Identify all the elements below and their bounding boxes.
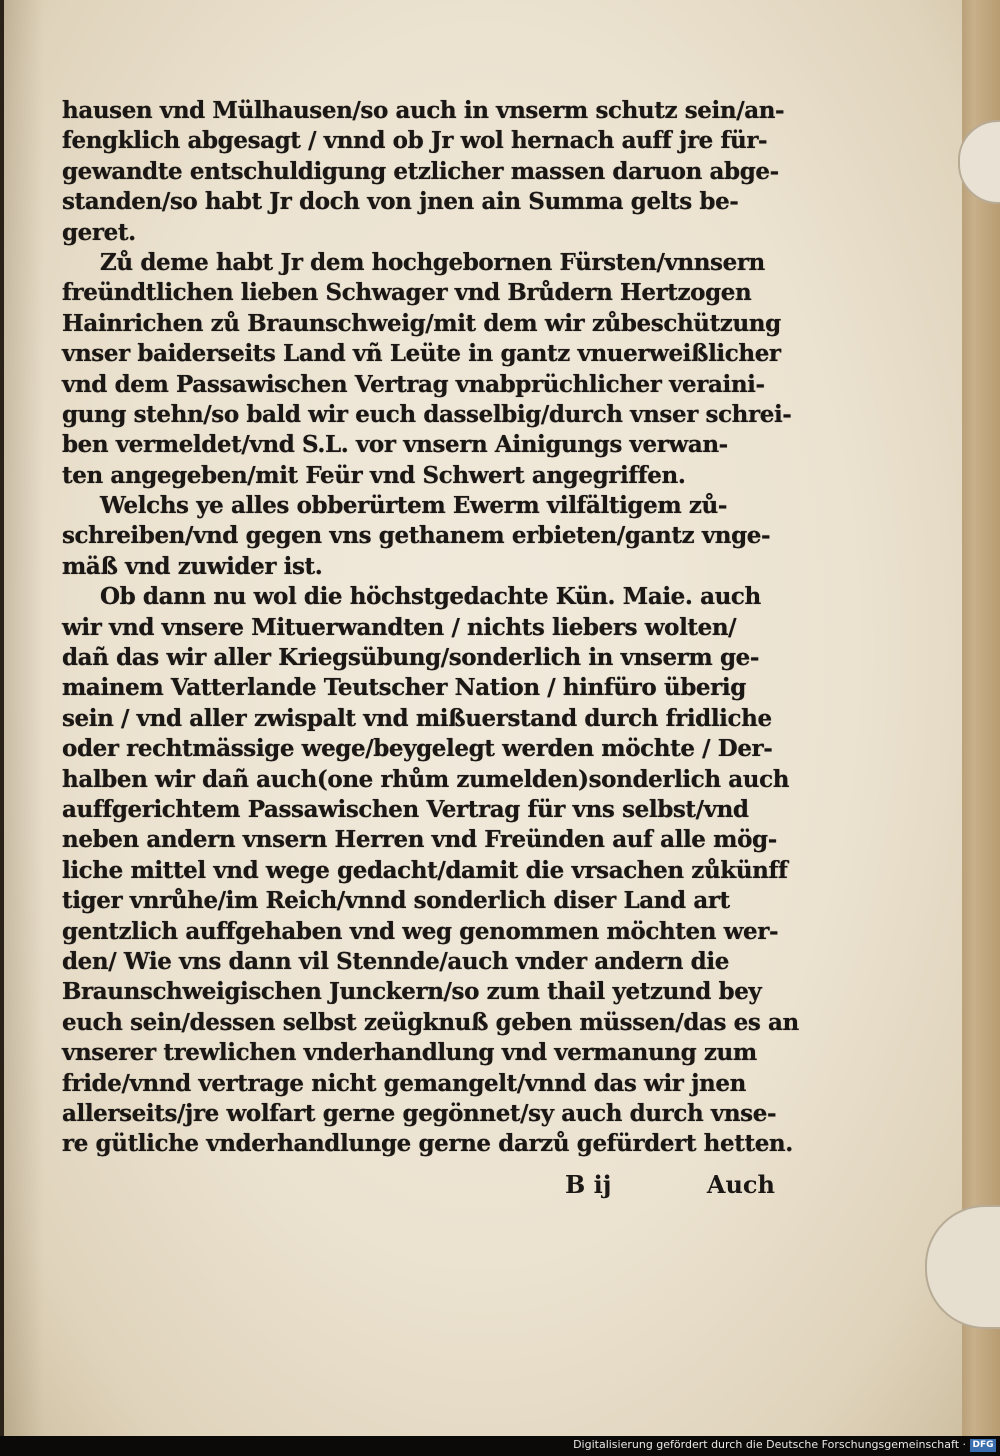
text-line: oder rechtmässige wege/beygelegt werden möchte / Der- xyxy=(62,735,773,763)
text-line: fengklich abgesagt / vnnd ob Jr wol hernach auff jre für- xyxy=(62,127,768,155)
text-line: Ob dann nu wol die höchstgedachte Kün. Maie. auch xyxy=(100,583,761,611)
text-line: standen/so habt Jr doch von jnen ain Summa gelts be- xyxy=(62,188,739,216)
text-line: geret. xyxy=(62,218,136,246)
text-line: mainem Vatterlande Teutscher Nation / hinfüro überig xyxy=(62,674,746,702)
text-line: mäß vnd zuwider ist. xyxy=(62,552,323,580)
text-line: Braunschweigischen Junckern/so zum thail yetzund bey xyxy=(62,978,762,1006)
text-line: gewandte entschuldigung etzlicher massen daruon abge- xyxy=(62,157,779,185)
text-line: vnserer trewlichen vnderhandlung vnd vermanung zum xyxy=(62,1039,757,1067)
digitization-footer xyxy=(0,1436,1000,1456)
text-line: fride/vnnd vertrage nicht gemangelt/vnnd das wir jnen xyxy=(62,1069,746,1097)
text-line: neben andern vnsern Herren vnd Freünden auf alle mög- xyxy=(62,826,777,854)
text-line: re gütliche vnderhandlunge gerne darzů gefürdert hetten. xyxy=(62,1130,793,1158)
text-line: ten angegeben/mit Feür vnd Schwert angegriffen. xyxy=(62,461,686,489)
catchword: Auch xyxy=(706,1170,775,1199)
text-line: tiger vnrůhe/im Reich/vnnd sonderlich diser Land art xyxy=(62,887,730,915)
text-line: gung stehn/so bald wir euch dasselbig/durch vnser schrei- xyxy=(62,400,792,428)
text-line: liche mittel vnd wege gedacht/damit die vrsachen zůkünff xyxy=(62,856,788,884)
text-line: Hainrichen zů Braunschweig/mit dem wir zůbeschützung xyxy=(62,309,781,337)
text-line: schreiben/vnd gegen vns gethanem erbieten/gantz vnge- xyxy=(62,522,771,550)
text-line: vnser baiderseits Land vñ Leüte in gantz vnuerweißlicher xyxy=(62,340,781,368)
text-line: Welchs ye alles obberürtem Ewerm vilfältigem zů- xyxy=(100,492,728,520)
text-line: gentzlich auffgehaben vnd weg genommen möchten wer- xyxy=(62,917,779,945)
text-line: vnd dem Passawischen Vertrag vnabprüchlicher veraini- xyxy=(62,370,765,398)
dfg-logo-icon: DFG xyxy=(970,1439,996,1452)
text-line: hausen vnd Mülhausen/so auch in vnserm schutz sein/an- xyxy=(62,97,785,124)
text-line: den/ Wie vns dann vil Stennde/auch vnder andern die xyxy=(62,947,729,975)
text-line: auffgerichtem Passawischen Vertrag für vns selbst/vnd xyxy=(62,795,749,823)
text-line: dañ das wir aller Kriegsübung/sonderlich in vnserm ge- xyxy=(62,644,760,672)
text-line: Zů deme habt Jr dem hochgebornen Fürsten/vnnsern xyxy=(100,248,765,276)
text-line: halben wir dañ auch(one rhům zumelden)sonderlich auch xyxy=(62,765,790,793)
text-line: freündtlichen lieben Schwager vnd Brůdern Hertzogen xyxy=(62,279,752,307)
page-footer-marks xyxy=(565,1170,775,1206)
text-line: sein / vnd aller zwispalt vnd mißuerstand durch fridliche xyxy=(62,704,772,732)
body-text xyxy=(62,96,822,1160)
page-gutter-shadow xyxy=(4,0,44,1436)
text-line: ben vermeldet/vnd S.L. vor vnsern Ainigungs verwan- xyxy=(62,431,728,459)
signature-mark: B ij xyxy=(565,1170,612,1199)
footer-credit: Digitalisierung gefördert durch die Deutsche Forschungsgemeinschaft · xyxy=(573,1438,966,1451)
text-line: euch sein/dessen selbst zeügknuß geben müssen/das es an xyxy=(62,1008,799,1036)
text-line: allerseits/jre wolfart gerne gegönnet/sy auch durch vnse- xyxy=(62,1099,777,1127)
text-line: wir vnd vnsere Mituerwandten / nichts liebers wolten/ xyxy=(62,613,737,641)
